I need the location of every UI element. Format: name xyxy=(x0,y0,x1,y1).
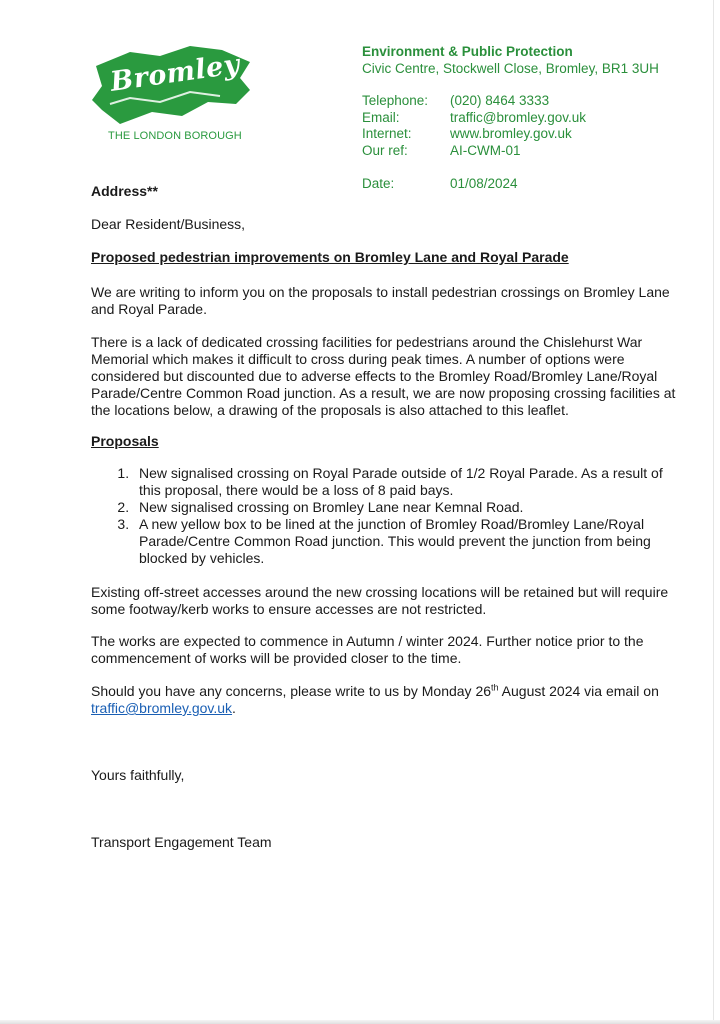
contact-row-telephone xyxy=(362,93,586,110)
paragraph-intro: We are writing to inform you on the proposals to install pedestrian crossings on Bromley Lane and Royal Parade. xyxy=(91,284,670,317)
contact-label: Email: xyxy=(362,109,400,125)
bromley-logo xyxy=(90,44,255,154)
contact-row-internet xyxy=(362,126,586,143)
sender-address: Civic Centre, Stockwell Close, Bromley, BR1 3UH xyxy=(362,61,659,76)
department-name: Environment & Public Protection xyxy=(362,44,573,59)
email-link[interactable]: traffic@bromley.gov.uk xyxy=(91,700,233,716)
contact-row-reference xyxy=(362,143,586,160)
contact-row-email xyxy=(362,110,586,127)
list-item: 2. New signalised crossing on Bromley Lane near Kemnal Road. xyxy=(133,499,680,516)
list-item: 1. New signalised crossing on Royal Parade outside of 1/2 Royal Parade. As a result of this proposal, there would be a loss of 8 paid bays. xyxy=(133,465,680,499)
proposals-heading: Proposals xyxy=(91,433,159,449)
sender-header xyxy=(362,43,659,77)
contact-value[interactable]: www.bromley.gov.uk xyxy=(450,126,572,141)
concerns-end: . xyxy=(232,700,236,716)
paragraph-timing: The works are expected to commence in Autumn / winter 2024. Further notice prior to the commencement of works will be provided closer to the time. xyxy=(91,633,644,666)
recipient-address: Address** xyxy=(91,183,158,199)
paragraph-accesses: Existing off-street accesses around the new crossing locations will be retained but will require some footway/kerb works to ensure accesses are not restricted. xyxy=(91,584,669,617)
list-item: 3. A new yellow box to be lined at the junction of Bromley Road/Bromley Lane/Royal Parade/Centre Common Road junction. This would prevent the junction from being blocked by vehicles. xyxy=(133,516,680,567)
page-edge xyxy=(713,0,714,1024)
letter-subject: Proposed pedestrian improvements on Bromley Lane and Royal Parade xyxy=(91,249,569,265)
signoff: Transport Engagement Team xyxy=(91,834,272,850)
paragraph-concerns xyxy=(91,683,680,717)
concerns-text-cont: August 2024 via email on xyxy=(498,683,659,699)
logo-tagline: THE LONDON BOROUGH xyxy=(108,130,242,142)
contact-details xyxy=(362,93,586,159)
concerns-text: Should you have any concerns, please write to us by Monday 26 xyxy=(91,683,492,699)
salutation: Dear Resident/Business, xyxy=(91,216,246,232)
contact-label: Telephone: xyxy=(362,93,429,108)
date-value: 01/08/2024 xyxy=(450,176,518,191)
contact-value: AI-CWM-01 xyxy=(450,142,521,158)
contact-label: Our ref: xyxy=(362,142,408,158)
contact-label: Internet: xyxy=(362,126,412,141)
page-bottom-edge xyxy=(0,1020,720,1024)
paragraph-background: There is a lack of dedicated crossing facilities for pedestrians around the Chislehurst War Memorial which makes it difficult to cross during peak times. A number of options were considered but discounted due to adverse effects to the Bromley Road/Bromley Lane/Royal Parade/Centre Common Road junction. As a result, we are now proposing crossing facilities at the locations below, a drawing of the proposals is also attached to this leaflet. xyxy=(91,334,676,418)
proposals-list xyxy=(91,465,680,567)
contact-value: (020) 8464 3333 xyxy=(450,93,550,108)
date-label: Date: xyxy=(362,176,395,191)
ordinal-suffix: th xyxy=(491,682,499,693)
closing: Yours faithfully, xyxy=(91,767,185,783)
contact-value[interactable]: traffic@bromley.gov.uk xyxy=(450,109,587,125)
logo-wordmark: Bromley xyxy=(108,48,242,98)
